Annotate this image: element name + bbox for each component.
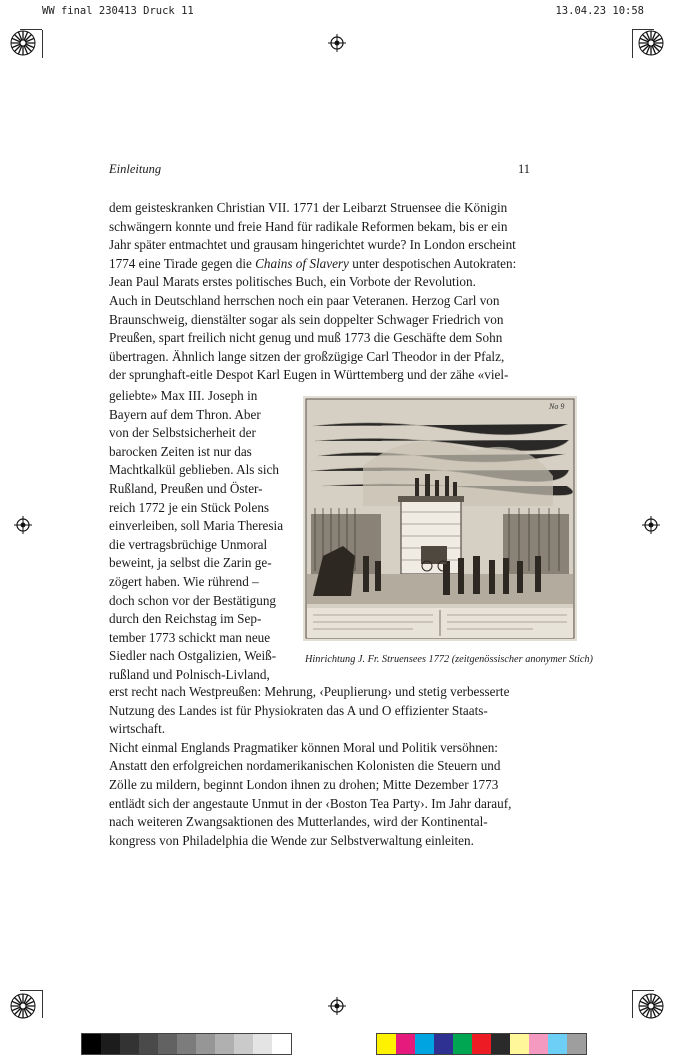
body-text-bottom bbox=[109, 683, 530, 850]
process-color-control-bar bbox=[376, 1033, 587, 1055]
crosshair-target-icon bbox=[14, 516, 32, 534]
text-line: beweint, ja selbst die Zarin ge- bbox=[109, 555, 272, 571]
text-line: Nicht einmal Englands Pragmatiker können Moral und Politik versöhnen: bbox=[109, 739, 498, 755]
color-patch bbox=[101, 1034, 120, 1054]
color-patch bbox=[415, 1034, 434, 1054]
text-line: Zölle zu mildern, beginnt London ihnen zu drohen; Mitte Dezember 1773 bbox=[109, 776, 499, 792]
color-patch bbox=[82, 1034, 101, 1054]
crosshair-target-icon bbox=[328, 34, 346, 52]
color-patch bbox=[139, 1034, 158, 1054]
text-line: rußland und Polnisch-Livland, bbox=[109, 666, 270, 682]
text-line: Anstatt den erfolgreichen nordamerikanischen Kolonisten die Steuern und bbox=[109, 758, 501, 774]
color-patch bbox=[567, 1034, 586, 1054]
text-line: Nutzung des Landes ist für Physiokraten das A und O effizienter Staats- bbox=[109, 702, 488, 718]
color-patch bbox=[491, 1034, 510, 1054]
text-line: Rußland, Preußen und Öster- bbox=[109, 480, 263, 496]
text-line: die vertragsbrüchige Unmoral bbox=[109, 536, 268, 552]
color-patch bbox=[510, 1034, 529, 1054]
body-text-top bbox=[109, 199, 530, 385]
text-line: von der Selbstsicherheit der bbox=[109, 425, 256, 441]
text-line: entlädt sich der angestaute Unmut in der ‹Boston Tea Party›. Im Jahr darauf, bbox=[109, 795, 512, 811]
slug-job-name: WW final 230413 Druck 11 bbox=[42, 5, 194, 17]
color-patch bbox=[234, 1034, 253, 1054]
crosshair-target-icon bbox=[642, 516, 660, 534]
text-line: erst recht nach Westpreußen: Mehrung, ‹Peuplierung› und stetig verbesserte bbox=[109, 684, 510, 699]
color-patch bbox=[120, 1034, 139, 1054]
text-line: 1774 eine Tirade gegen die Chains of Slavery unter despotischen Autokraten: bbox=[109, 255, 517, 271]
color-patch bbox=[396, 1034, 415, 1054]
registration-mark bbox=[10, 993, 36, 1019]
page-number: 11 bbox=[517, 162, 530, 176]
text-line: einverleiben, soll Maria Theresia bbox=[109, 518, 284, 534]
grayscale-control-bar bbox=[81, 1033, 292, 1055]
text-line: schwängern konnte und freie Hand für radikale Reformen bekam, bis er ein bbox=[109, 218, 508, 234]
color-patch bbox=[196, 1034, 215, 1054]
text-line: Machtkalkül geblieben. Als sich bbox=[109, 462, 279, 478]
text-line: durch den Reichstag im Sep- bbox=[109, 611, 262, 627]
crosshair-target-icon bbox=[328, 997, 346, 1015]
color-patch bbox=[177, 1034, 196, 1054]
text-line: Braunschweig, dienstälter sogar als sein doppelter Schwager Friedrich von bbox=[109, 311, 504, 327]
crop-mark bbox=[42, 990, 43, 1018]
color-patch bbox=[434, 1034, 453, 1054]
running-head bbox=[109, 162, 530, 177]
crop-mark bbox=[632, 990, 633, 1018]
text-line: übertragen. Ähnlich lange sitzen der großzügige Carl Theodor in der Pfalz, bbox=[109, 348, 505, 364]
crop-mark bbox=[42, 30, 43, 58]
color-patch bbox=[453, 1034, 472, 1054]
text-line: doch schon vor der Bestätigung bbox=[109, 592, 277, 608]
text-line: Siedler nach Ostgalizien, Weiß- bbox=[109, 648, 277, 664]
crop-mark bbox=[20, 990, 42, 991]
chapter-title: Einleitung bbox=[109, 162, 162, 176]
text-line: reich 1772 je ein Stück Polens bbox=[109, 499, 270, 515]
registration-mark bbox=[638, 993, 664, 1019]
text-line: nach weiteren Zwangsaktionen des Mutterlandes, wird der Kontinental- bbox=[109, 814, 488, 830]
book-title: Chains of Slavery bbox=[255, 255, 349, 271]
body-text-wrapped bbox=[109, 387, 289, 685]
color-patch bbox=[529, 1034, 548, 1054]
text-line: wirtschaft. bbox=[109, 721, 166, 737]
slug-timestamp: 13.04.23 10:58 bbox=[555, 5, 644, 17]
color-patch bbox=[472, 1034, 491, 1054]
text-line: geliebte» Max III. Joseph in bbox=[109, 388, 258, 403]
registration-mark bbox=[10, 30, 36, 56]
color-patch bbox=[158, 1034, 177, 1054]
text-line: zögert haben. Wie rührend – bbox=[109, 573, 259, 589]
figure-number-label: No 9 bbox=[549, 402, 565, 411]
text-line: tember 1773 schickt man neue bbox=[109, 629, 271, 645]
text-line: Auch in Deutschland herrschen noch ein paar Veteranen. Herzog Carl von bbox=[109, 292, 500, 308]
text-line: Bayern auf dem Thron. Aber bbox=[109, 406, 261, 422]
text-line: der sprunghaft-eitle Despot Karl Eugen in Württemberg und der zähe «viel- bbox=[109, 367, 509, 383]
text-line: Jean Paul Marats erstes politisches Buch, ein Vorbote der Revolution. bbox=[109, 274, 476, 290]
color-patch bbox=[215, 1034, 234, 1054]
color-patch bbox=[548, 1034, 567, 1054]
text-line: kongress von Philadelphia die Wende zur Selbstverwaltung einleiten. bbox=[109, 832, 474, 848]
color-patch bbox=[272, 1034, 291, 1054]
registration-mark bbox=[638, 30, 664, 56]
engraving-illustration bbox=[303, 396, 577, 641]
text-line: Jahr später entmachtet und grausam hingerichtet wurde? In London erscheint bbox=[109, 237, 516, 253]
crop-mark bbox=[632, 990, 654, 991]
text-line: barocken Zeiten ist nur das bbox=[109, 443, 252, 459]
figure-caption: Hinrichtung J. Fr. Struensees 1772 (zeitgenössischer anonymer Stich) bbox=[305, 654, 593, 665]
color-patch bbox=[253, 1034, 272, 1054]
text-line: Preußen, spart freilich nicht genug und muß 1773 die Geschäfte dem Sohn bbox=[109, 330, 503, 346]
crop-mark bbox=[632, 30, 633, 58]
text-line: dem geisteskranken Christian VII. 1771 der Leibarzt Struensee die Königin bbox=[109, 200, 508, 215]
color-patch bbox=[377, 1034, 396, 1054]
